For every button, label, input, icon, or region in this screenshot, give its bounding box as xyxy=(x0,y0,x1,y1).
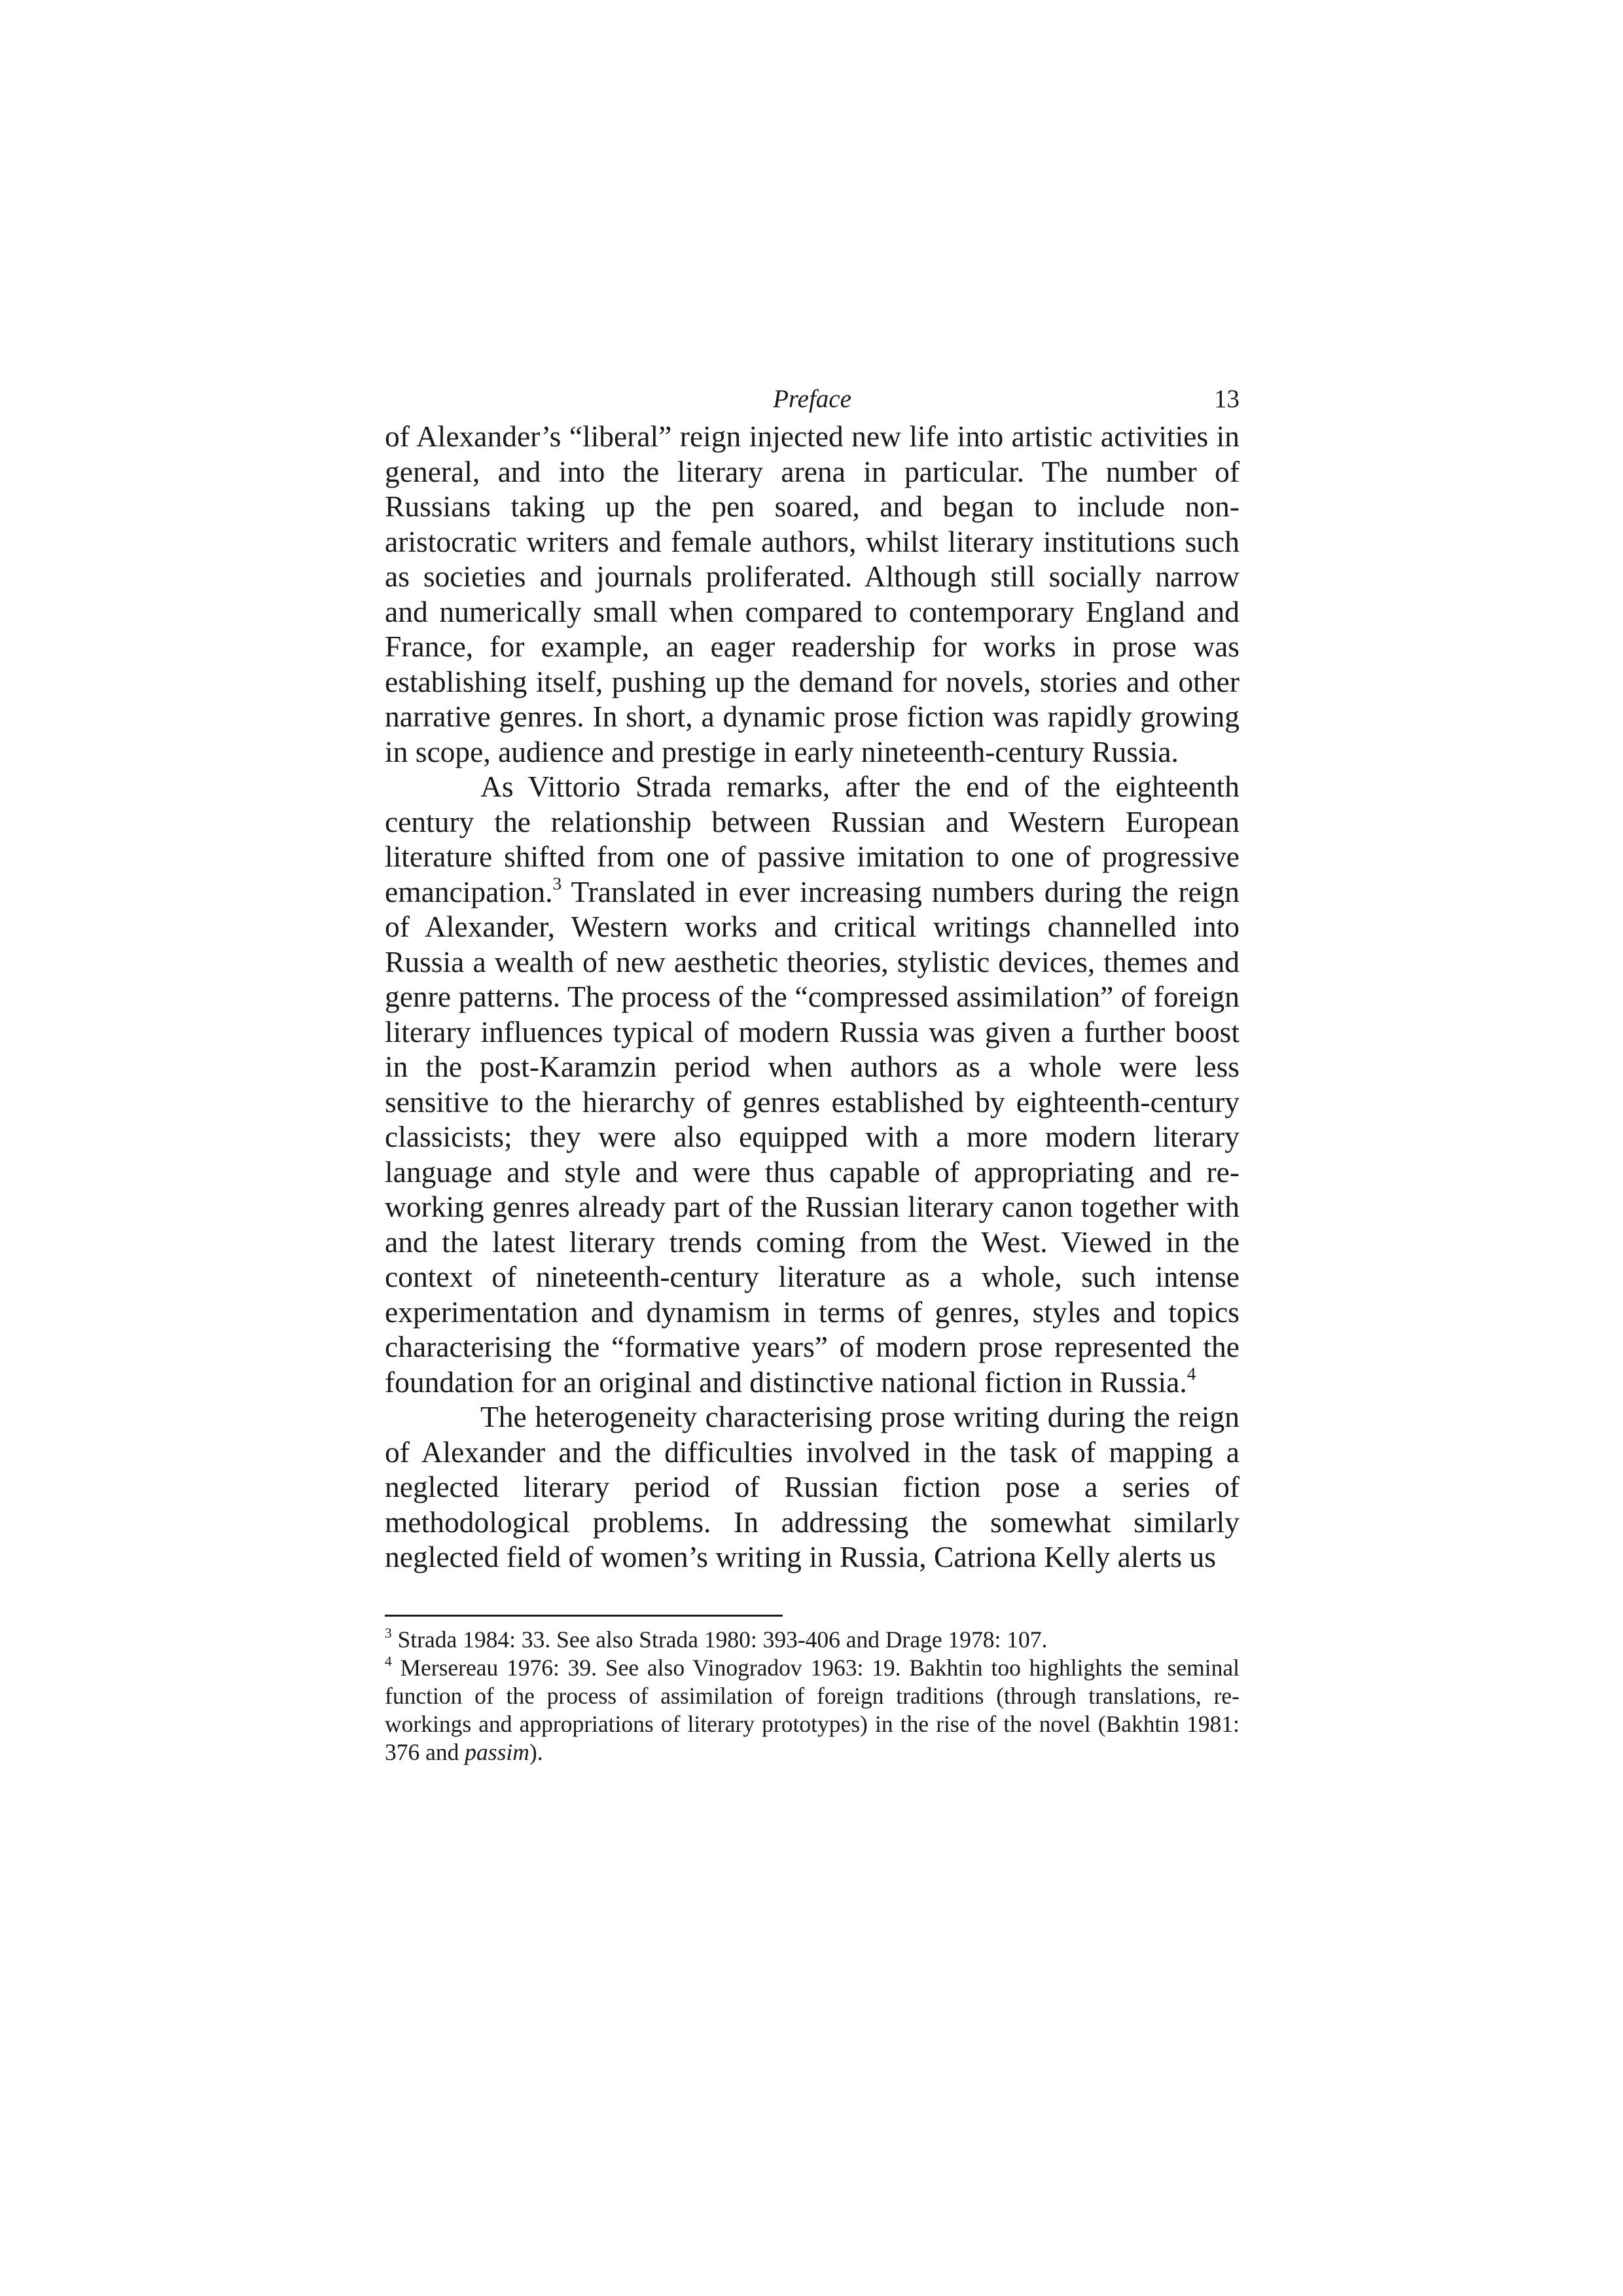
footnote-ref-4[interactable]: 4 xyxy=(1186,1363,1196,1384)
footnote-3 xyxy=(385,1626,1240,1654)
paragraph-3-text: The heterogeneity characterising prose writing during the reign of Alexander and the difficulties involved in the task of mapping a neglected literary period of Russian fiction pose a series of methodological problems. In addressing the somewhat similarly neglected field of women’s writing in Russia, Catriona Kelly alerts us xyxy=(385,1400,1240,1573)
footnote-3-text: Strada 1984: 33. See also Strada 1980: 393-406 and Drage 1978: 107. xyxy=(391,1626,1048,1653)
book-page xyxy=(385,380,1240,1767)
footnote-separator xyxy=(385,1615,783,1617)
paragraph-1-text: of Alexander’s “liberal” reign injected new life into artistic activities in general, and into the literary arena in particular. The number of Russians taking up the pen soared, and began to include non-aristocratic writers and female authors, whilst literary institutions such as societies and journals proliferated. Although still socially narrow and numerically small when compared to contemporary England and France, for example, an eager readership for works in prose was establishing itself, pushing up the demand for novels, stories and other narrative genres. In short, a dynamic prose fiction was rapidly growing in scope, audience and prestige in early nineteenth-century Russia. xyxy=(385,420,1240,768)
footnote-ref-3[interactable]: 3 xyxy=(552,873,562,893)
paragraph-1 xyxy=(385,419,1240,769)
page-number: 13 xyxy=(1214,385,1240,413)
running-title: Preface xyxy=(773,385,851,413)
footnote-4 xyxy=(385,1654,1240,1767)
footnotes xyxy=(385,1626,1240,1767)
running-head xyxy=(385,380,1240,419)
paragraph-2 xyxy=(385,769,1240,1399)
footnote-4-text: Mersereau 1976: 39. See also Vinogradov 1963: 19. Bakhtin too highlights the seminal function of the process of assimilation of foreign traditions (through translations, re-workings and appropriations of literary prototypes) in the rise of the novel (Bakhtin 1981: 376 and xyxy=(385,1654,1240,1765)
footnote-3-mark: 3 xyxy=(385,1624,392,1641)
paragraph-2-text-a: As Vittorio Strada remarks, after the end of the eighteenth century the relationship between Russian and Western European literature shifted from one of passive imitation to one of progressive emancipation. xyxy=(385,770,1240,908)
paragraph-3 xyxy=(385,1399,1240,1575)
footnote-4-end: ). xyxy=(529,1738,543,1765)
footnote-4-italic: passim xyxy=(465,1738,529,1765)
footnote-4-mark: 4 xyxy=(385,1653,392,1669)
paragraph-2-text-b: Translated in ever increasing numbers during the reign of Alexander, Western works and critical writings channelled into Russia a wealth of new aesthetic theories, stylistic devices, themes and genre patterns. The process of the “compressed assimilation” of foreign literary influences typical of modern Russia was given a further boost in the post-Karamzin period when authors as a whole were less sensitive to the hierarchy of genres established by eighteenth-century classicists; they were also equipped with a more modern literary language and style and were thus capable of appropriating and re-working genres already part of the Russian literary canon together with and the latest literary trends coming from the West. Viewed in the context of nineteenth-century literature as a whole, such intense experimentation and dynamism in terms of genres, styles and topics characterising the “formative years” of modern prose represented the foundation for an original and distinctive national fiction in Russia. xyxy=(385,874,1240,1399)
body-text xyxy=(385,419,1240,1575)
